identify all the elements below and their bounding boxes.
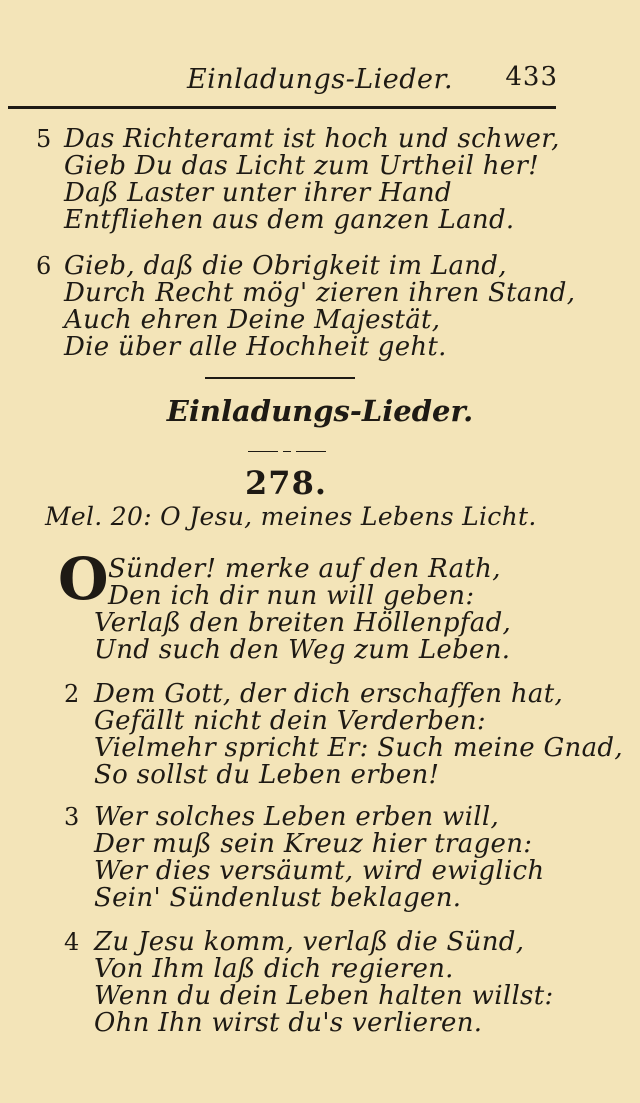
ornament-rule-left	[248, 451, 278, 452]
verse-line: Durch Recht mög' zieren ihren Stand,	[64, 278, 576, 308]
verse-line: Den ich dir nun will geben:	[108, 581, 475, 611]
verse-line: Ohn Ihn wirst du's verlieren.	[94, 1008, 483, 1038]
verse-line: Sein' Sündenlust beklagen.	[94, 883, 462, 913]
verse-line: Von Ihm laß dich regieren.	[94, 954, 454, 984]
verse-line: Zu Jesu komm, verlaß die Sünd,	[94, 927, 525, 957]
drop-cap: O	[58, 545, 109, 613]
verse-line: Die über alle Hochheit geht.	[64, 332, 447, 362]
verse-line: Das Richteramt ist hoch und schwer,	[64, 124, 560, 154]
verse-line: Wer solches Leben erben will,	[94, 802, 500, 832]
verse-line: Wenn du dein Leben halten willst:	[94, 981, 554, 1011]
melody-line: Mel. 20: O Jesu, meines Lebens Licht.	[45, 502, 537, 531]
verse-line: Der muß sein Kreuz hier tragen:	[94, 829, 533, 859]
page-number: 433	[505, 62, 558, 92]
section-divider	[205, 377, 355, 379]
verse-line: Verlaß den breiten Höllenpfad,	[94, 608, 512, 638]
verse-line: Sünder! merke auf den Rath,	[108, 554, 501, 584]
ornament-rule-right	[296, 451, 326, 452]
verse-line: Gieb Du das Licht zum Urtheil her!	[64, 151, 539, 181]
verse-line: Auch ehren Deine Majestät,	[64, 305, 441, 335]
verse-line: Wer dies versäumt, wird ewiglich	[94, 856, 545, 886]
verse-line: Und such den Weg zum Leben.	[94, 635, 511, 665]
ornament-rule-dot	[283, 451, 291, 452]
stanza-number: 3	[64, 803, 80, 831]
stanza-number: 5	[36, 125, 52, 153]
running-title: Einladungs-Lieder.	[186, 64, 454, 95]
verse-line: Entfliehen aus dem ganzen Land.	[64, 205, 515, 235]
hymn-number: 278.	[245, 464, 327, 502]
verse-line: So sollst du Leben erben!	[94, 760, 440, 790]
verse-line: Gefällt nicht dein Verderben:	[94, 706, 486, 736]
stanza-number: 2	[64, 680, 80, 708]
header-rule	[8, 106, 556, 109]
section-title: Einladungs-Lieder.	[166, 394, 474, 428]
verse-line: Daß Laster unter ihrer Hand	[64, 178, 452, 208]
verse-line: Vielmehr spricht Er: Such meine Gnad,	[94, 733, 623, 763]
page-header	[0, 60, 640, 104]
stanza-number: 6	[36, 252, 52, 280]
verse-line: Dem Gott, der dich erschaffen hat,	[94, 679, 564, 709]
verse-line: Gieb, daß die Obrigkeit im Land,	[64, 251, 507, 281]
stanza-number: 4	[64, 928, 80, 956]
